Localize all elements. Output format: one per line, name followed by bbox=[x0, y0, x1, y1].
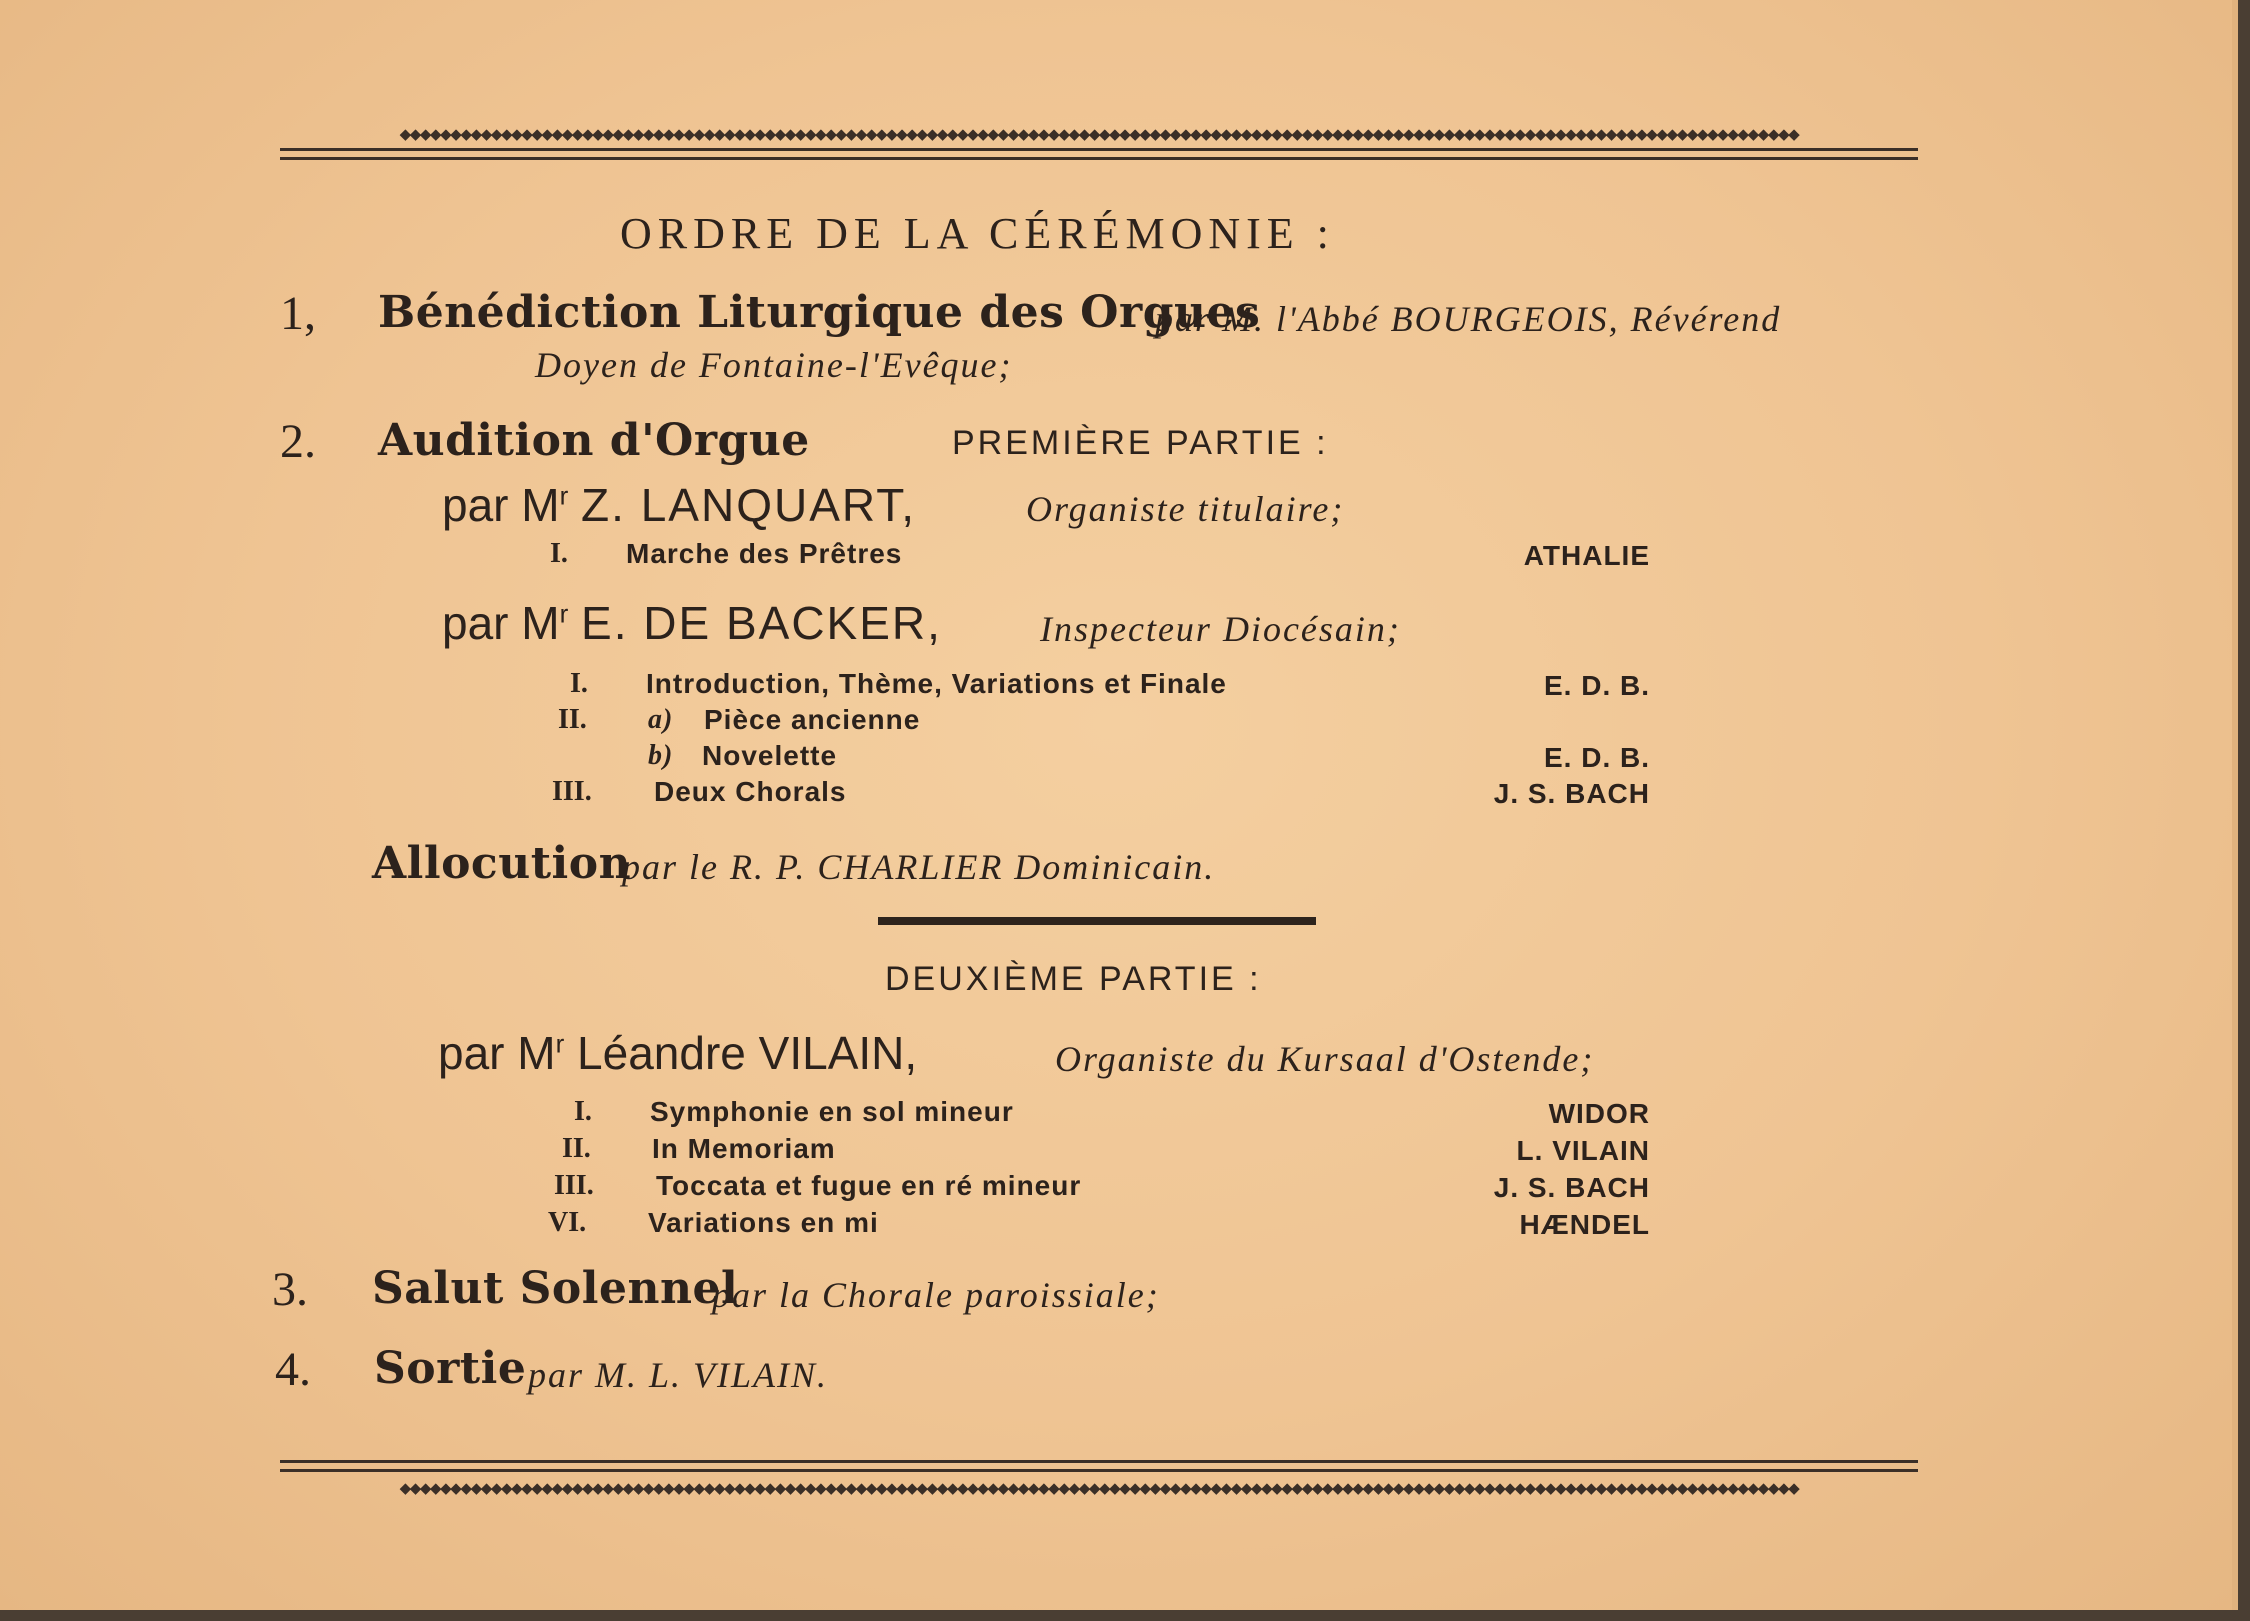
piece-title: Symphonie en sol mineur bbox=[650, 1096, 1014, 1127]
item-heading: Salut Solennel bbox=[372, 1263, 739, 1314]
piece-composer: J. S. BACH bbox=[1493, 1172, 1650, 1203]
diamond-border-row: ◆◆◆◆◆◆◆◆◆◆◆◆◆◆◆◆◆◆◆◆◆◆◆◆◆◆◆◆◆◆◆◆◆◆◆◆◆◆◆◆◆◆◆◆◆◆◆◆◆◆◆◆◆◆◆◆◆◆◆◆◆◆◆◆◆◆◆◆◆◆◆◆◆◆◆◆◆◆◆◆◆◆◆◆◆◆◆◆◆◆◆◆◆◆◆◆◆◆◆◆◆◆◆◆◆◆◆◆◆◆◆◆◆◆◆◆◆◆◆◆◆◆◆◆◆◆◆◆◆◆◆◆◆◆◆◆◆◆ bbox=[399, 1479, 1799, 1497]
border-rule bbox=[280, 1460, 1918, 1463]
performer-line bbox=[438, 1026, 917, 1080]
piece-composer: HÆNDEL bbox=[1519, 1209, 1650, 1240]
border-rule bbox=[280, 157, 1918, 160]
item-heading: Sortie bbox=[374, 1343, 527, 1394]
piece-number: I. bbox=[574, 1096, 592, 1127]
piece-composer: E. D. B. bbox=[1543, 742, 1650, 773]
mr-abbrev bbox=[517, 1027, 564, 1079]
item-heading: Bénédiction Liturgique des Orgues bbox=[378, 287, 1261, 338]
piece-number: I. bbox=[570, 668, 588, 699]
allocution-heading: Allocution bbox=[372, 838, 632, 889]
piece-composer: WIDOR bbox=[1548, 1098, 1650, 1129]
part-label: DEUXIÈME PARTIE : bbox=[885, 960, 1262, 998]
piece-composer: L. VILAIN bbox=[1516, 1135, 1650, 1166]
diamond-border-row: ◆◆◆◆◆◆◆◆◆◆◆◆◆◆◆◆◆◆◆◆◆◆◆◆◆◆◆◆◆◆◆◆◆◆◆◆◆◆◆◆◆◆◆◆◆◆◆◆◆◆◆◆◆◆◆◆◆◆◆◆◆◆◆◆◆◆◆◆◆◆◆◆◆◆◆◆◆◆◆◆◆◆◆◆◆◆◆◆◆◆◆◆◆◆◆◆◆◆◆◆◆◆◆◆◆◆◆◆◆◆◆◆◆◆◆◆◆◆◆◆◆◆◆◆◆◆◆◆◆◆◆◆◆◆◆◆◆◆ bbox=[399, 125, 1799, 143]
piece-number: II. bbox=[562, 1133, 591, 1164]
piece-number: III. bbox=[552, 776, 592, 807]
part-label: PREMIÈRE PARTIE : bbox=[952, 424, 1329, 462]
performer-name: Z. LANQUART, bbox=[581, 479, 917, 531]
mr-sup: r bbox=[555, 1028, 565, 1059]
item-byline-cont: Doyen de Fontaine-l'Evêque; bbox=[535, 345, 1013, 385]
par-word: par bbox=[438, 1027, 505, 1079]
piece-title: Variations en mi bbox=[648, 1207, 879, 1238]
par-word: par bbox=[442, 479, 509, 531]
piece-number: VI. bbox=[548, 1207, 587, 1238]
page-title: ORDRE DE LA CÉRÉMONIE : bbox=[620, 209, 1335, 258]
border-rule bbox=[280, 148, 1918, 151]
piece-title: Toccata et fugue en ré mineur bbox=[656, 1170, 1082, 1201]
item-byline: par M. L. VILAIN. bbox=[528, 1355, 829, 1395]
allocution-byline: par le R. P. CHARLIER Dominicain. bbox=[622, 847, 1216, 887]
piece-sub-letter: a) bbox=[648, 704, 674, 735]
item-heading: Audition d'Orgue bbox=[378, 415, 810, 466]
piece-title: Marche des Prêtres bbox=[626, 538, 903, 569]
piece-title: Pièce ancienne bbox=[704, 704, 921, 735]
piece-title: In Memoriam bbox=[652, 1133, 836, 1164]
piece-number: III. bbox=[554, 1170, 594, 1201]
top-border bbox=[280, 120, 1918, 168]
piece-composer: J. S. BACH bbox=[1493, 778, 1650, 809]
mr-letter: M bbox=[521, 597, 560, 649]
performer-role: Organiste titulaire; bbox=[1026, 489, 1345, 529]
performer-name: Léandre VILAIN, bbox=[577, 1027, 918, 1079]
piece-number: II. bbox=[558, 704, 587, 735]
piece-composer: ATHALIE bbox=[1523, 540, 1650, 571]
piece-title: Deux Chorals bbox=[654, 776, 847, 807]
mr-abbrev bbox=[521, 479, 568, 531]
mr-abbrev bbox=[521, 597, 568, 649]
item-number: 1, bbox=[280, 287, 316, 340]
section-divider bbox=[878, 917, 1316, 925]
item-number: 3. bbox=[272, 1263, 308, 1316]
mr-sup: r bbox=[559, 598, 569, 629]
mr-sup: r bbox=[559, 480, 569, 511]
performer-role: Inspecteur Diocésain; bbox=[1040, 609, 1401, 649]
bottom-border bbox=[280, 1456, 1918, 1504]
border-rule bbox=[280, 1469, 1918, 1472]
item-number: 4. bbox=[275, 1343, 311, 1396]
piece-composer: E. D. B. bbox=[1543, 670, 1650, 701]
performer-line bbox=[442, 596, 942, 650]
piece-title: Novelette bbox=[702, 740, 838, 771]
item-number: 2. bbox=[280, 415, 316, 468]
item-byline: par la Chorale paroissiale; bbox=[712, 1275, 1160, 1315]
piece-sub-letter: b) bbox=[648, 740, 674, 771]
item-byline: par M. l'Abbé BOURGEOIS, Révérend bbox=[1155, 299, 1782, 339]
performer-name: E. DE BACKER, bbox=[581, 597, 942, 649]
performer-role: Organiste du Kursaal d'Ostende; bbox=[1055, 1039, 1595, 1079]
piece-title: Introduction, Thème, Variations et Finale bbox=[646, 668, 1227, 699]
par-word: par bbox=[442, 597, 509, 649]
performer-line bbox=[442, 478, 916, 532]
mr-letter: M bbox=[521, 479, 560, 531]
piece-number: I. bbox=[550, 538, 568, 569]
mr-letter: M bbox=[517, 1027, 556, 1079]
